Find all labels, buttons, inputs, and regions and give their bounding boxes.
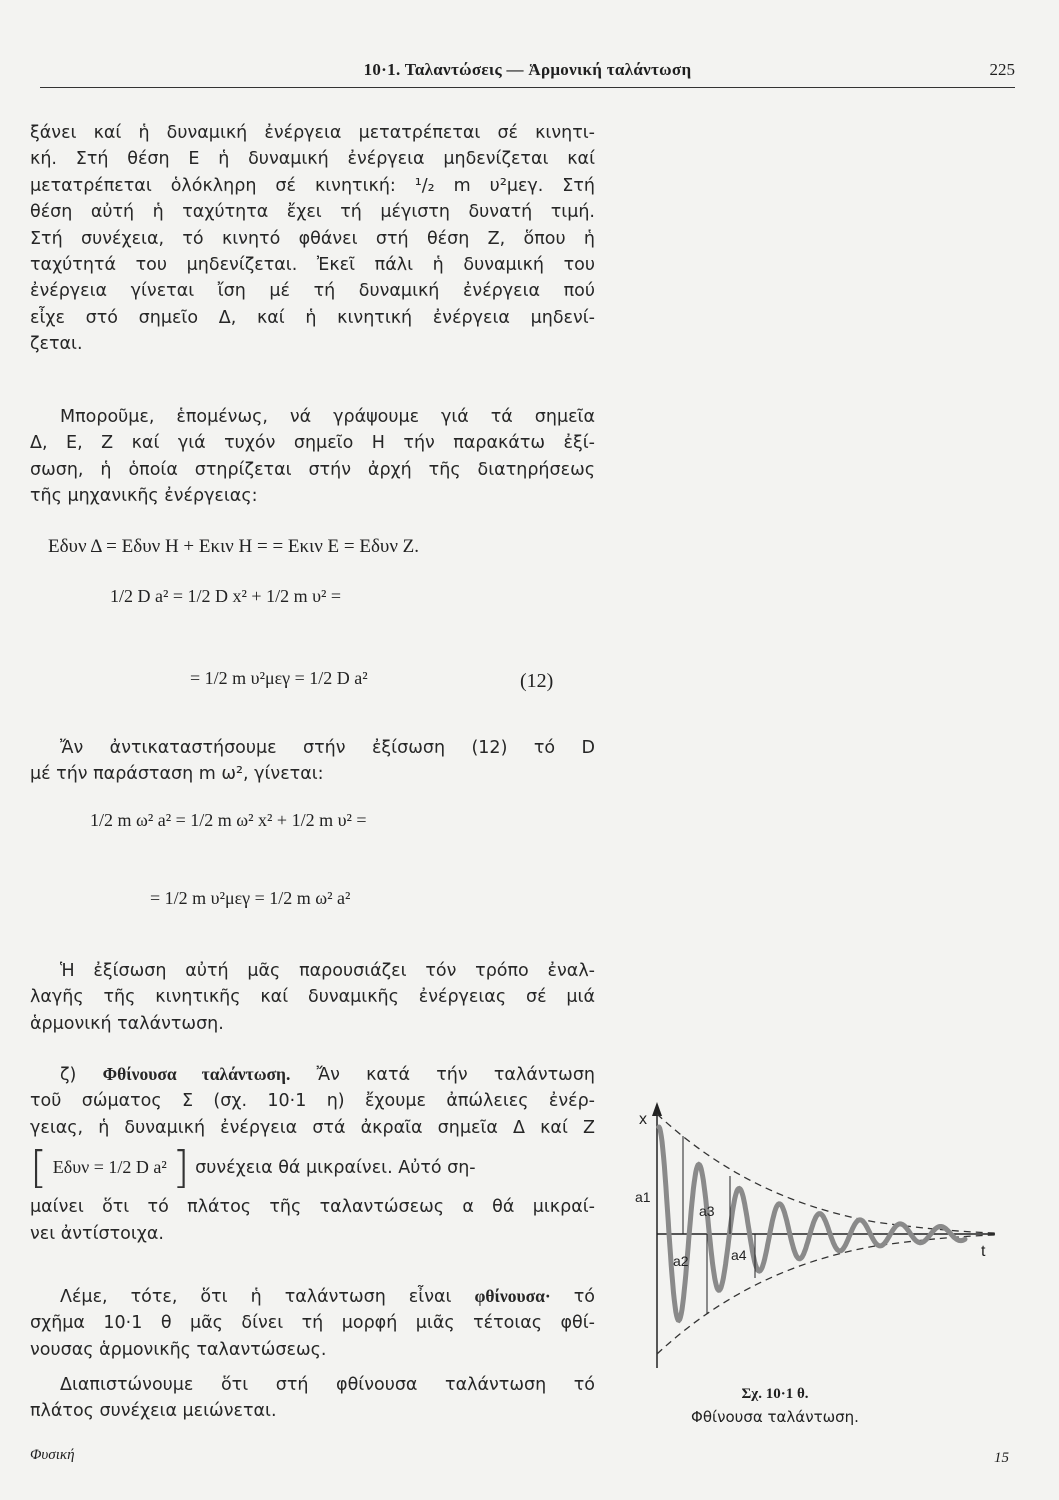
text-line: Μποροῦμε, ἑπομένως, νά γράψουμε γιά τά σημεῖα xyxy=(60,407,595,427)
text-line: νει ἀντίστοιχα. xyxy=(30,1223,164,1244)
footer-signature-number: 15 xyxy=(994,1450,1009,1466)
lower-envelope xyxy=(657,1235,995,1354)
text-line: γειας, ἡ δυναμική ἐνέργεια στά ἀκραῖα σημεῖα Δ καί Ζ xyxy=(30,1117,595,1138)
text-line xyxy=(30,1283,595,1310)
text-line: ἐνέργεια γίνεται ἴση μέ τή δυναμική ἐνέργεια πού xyxy=(30,281,595,302)
equation-number-text: (12) xyxy=(520,670,554,692)
text-line: μετατρέπεται ὁλόκληρη σέ κινητική: ¹/₂ m υ²μεγ. Στή xyxy=(30,175,595,196)
label-a3: a3 xyxy=(699,1203,715,1219)
text-line: κή. Στή θέση Ε ἡ δυναμική ἐνέργεια μηδενίζεται καί xyxy=(30,149,595,170)
equation-number xyxy=(520,670,553,693)
label-a2: a2 xyxy=(673,1253,689,1269)
x-axis-label: t xyxy=(981,1243,986,1260)
text-line: λαγῆς τῆς κινητικῆς καί δυναμικῆς ἐνέργειας σέ μιά xyxy=(30,987,595,1008)
damped-wave-curve xyxy=(659,1127,965,1320)
text-line: νουσας ἁρμονικῆς ταλαντώσεως. xyxy=(30,1339,327,1360)
text-line: ταχύτητά του μηδενίζεται. Ἐκεῖ πάλι ἡ δυναμική του xyxy=(30,255,595,276)
section-title: Φθίνουσα ταλάντωση. xyxy=(102,1064,291,1084)
text-line: πλάτος συνέχεια μειώνεται. xyxy=(30,1401,277,1422)
y-axis-arrow xyxy=(652,1102,662,1116)
figure-caption-text: Φθίνουσα ταλάντωση. xyxy=(691,1408,859,1426)
paragraph-energy-conservation xyxy=(30,404,595,510)
text-line: τῆς μηχανικῆς ἐνέργειας: xyxy=(30,486,258,507)
equation-text: = 1/2 m υ²μεγ = 1/2 m ω² a² xyxy=(150,888,351,908)
emphasis-term: φθίνουσα· xyxy=(474,1286,551,1306)
text-line: σχῆμα 10·1 θ μᾶς δίνει τή μορφή μιᾶς τέτοιας φθί- xyxy=(30,1313,595,1334)
paragraph-substitution xyxy=(30,735,595,788)
paragraph-amplitude-decrease xyxy=(30,1372,595,1425)
text-line: Ἡ ἐξίσωση αὐτή μᾶς παρουσιάζει τόν τρόπο ἐναλ- xyxy=(60,961,595,981)
label-a1: a1 xyxy=(635,1189,651,1205)
header-title: 10·1. Ταλαντώσεις — Ἁρμονική ταλάντωση xyxy=(363,60,692,79)
paragraph-energy-conversion xyxy=(30,120,595,358)
text-line: Διαπιστώνουμε ὅτι στή φθίνουσα ταλάντωση τό xyxy=(60,1375,595,1395)
text-line: τοῦ σώματος Σ (σχ. 10·1 η) ἔχουμε ἀπώλειες ἐνέρ- xyxy=(30,1091,595,1112)
page-number: 225 xyxy=(989,60,1015,79)
footer-book-title: Φυσική xyxy=(30,1447,75,1463)
paragraph-energy-exchange xyxy=(30,958,595,1037)
text-line: Δ, Ε, Ζ καί γιά τυχόν σημεῖο Η τήν παρακάτω ἐξί- xyxy=(30,433,595,454)
text-line: μέ τήν παράσταση m ω², γίνεται: xyxy=(30,764,324,785)
paragraph-damped-oscillation xyxy=(30,1061,595,1247)
equation-text: 1/2 D a² = 1/2 D x² + 1/2 m υ² = xyxy=(110,586,342,606)
equation-12-line1 xyxy=(110,586,341,607)
paragraph-damped-definition xyxy=(30,1283,595,1363)
text-line: ἁρμονική ταλάντωση. xyxy=(30,1013,224,1034)
item-prefix: ζ) xyxy=(60,1065,77,1085)
right-bracket: ] xyxy=(172,1142,190,1194)
bracket-equation: Eδυν = 1/2 D a² xyxy=(52,1157,167,1178)
figure-caption-number: Σχ. 10·1 θ. xyxy=(741,1386,809,1402)
damped-oscillation-figure xyxy=(625,1098,1005,1378)
y-axis-label: x xyxy=(639,1111,647,1128)
text-line: εἶχε στό σημεῖο Δ, καί ἡ κινητική ἐνέργεια μηδενί- xyxy=(30,307,595,328)
equation-energy-chain xyxy=(48,536,419,558)
equation-omega-line2 xyxy=(150,888,350,909)
text-fragment: Λέμε, τότε, ὅτι ἡ ταλάντωση εἶναι xyxy=(60,1287,452,1307)
equation-12-line2 xyxy=(190,668,368,689)
label-a4: a4 xyxy=(731,1247,747,1263)
text-fragment: τό xyxy=(573,1287,595,1307)
text-line: σωση, ἡ ὁποία στηρίζεται στήν ἀρχή τῆς διατηρήσεως xyxy=(30,459,595,480)
text-line xyxy=(30,1141,595,1194)
text-line: μαίνει ὅτι τό πλάτος τῆς ταλαντώσεως α θά μικραί- xyxy=(30,1197,595,1218)
text-line: ζεται. xyxy=(30,334,83,355)
text-line xyxy=(30,1061,595,1088)
text-fragment: συνέχεια θά μικραίνει. Αὐτό ση- xyxy=(195,1158,476,1179)
text-line: Στή συνέχεια, τό κινητό φθάνει στή θέση Ζ, ὅπου ἡ xyxy=(30,228,595,249)
text-line: ξάνει καί ἡ δυναμική ἐνέργεια μετατρέπεται σέ κινητι- xyxy=(30,123,595,143)
text-line: Ἄν ἀντικαταστήσουμε στήν ἐξίσωση (12) τό D xyxy=(60,738,595,758)
equation-text: Eδυν Δ = Eδυν Η + Eκιν Η = = Eκιν Ε = Eδυν Ζ. xyxy=(48,536,420,557)
left-bracket: [ xyxy=(30,1142,48,1194)
text-fragment: Ἄν κατά τήν ταλάντωση xyxy=(316,1065,595,1085)
equation-omega-line1 xyxy=(90,810,367,831)
equation-text: 1/2 m ω² a² = 1/2 m ω² x² + 1/2 m υ² = xyxy=(90,810,367,830)
running-header xyxy=(40,58,1015,88)
equation-text: = 1/2 m υ²μεγ = 1/2 D a² xyxy=(190,668,368,688)
text-line: θέση αὐτή ἡ ταχύτητα ἔχει τή μέγιστη δυνατή τιμή. xyxy=(30,202,595,223)
